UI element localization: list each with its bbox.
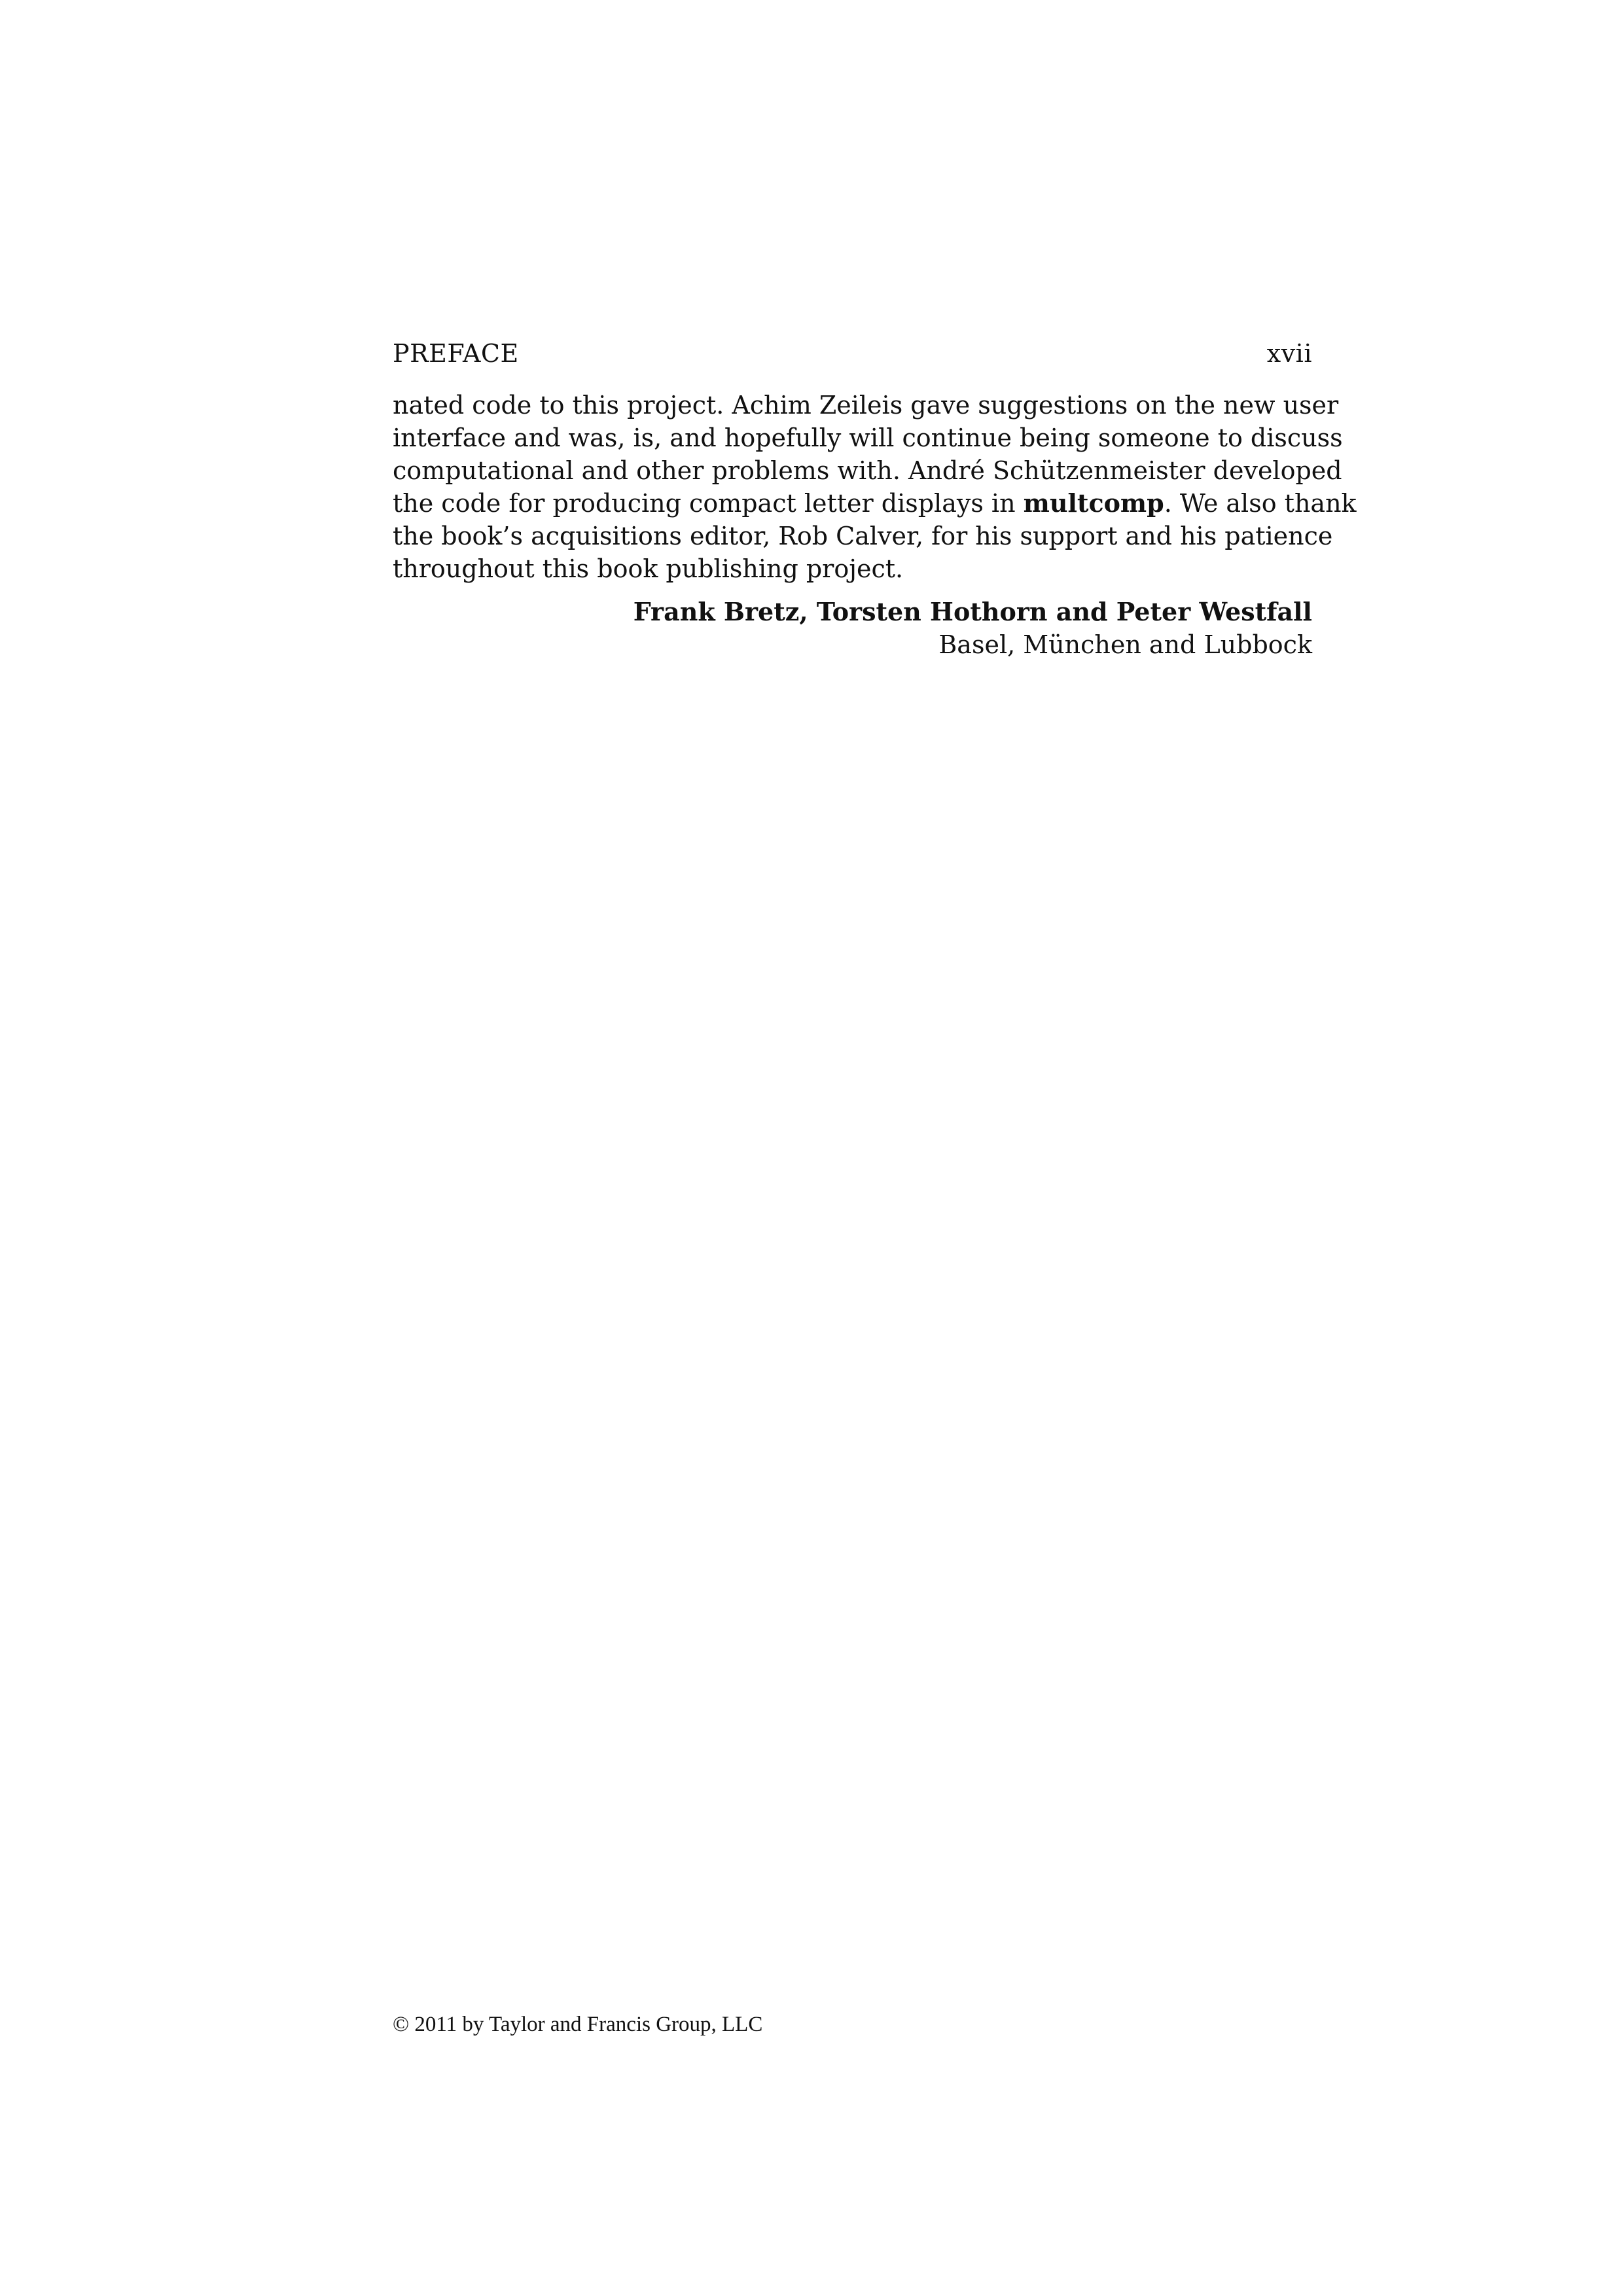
copyright-notice: © 2011 by Taylor and Francis Group, LLC	[393, 2013, 763, 2036]
line-4-text-start: the code for producing compact letter displays in	[393, 489, 1024, 518]
page-number: xvii	[1266, 339, 1312, 368]
paragraph-line-6: throughout this book publishing project.	[393, 554, 904, 583]
preface-paragraph	[393, 389, 1357, 585]
package-name: multcomp	[1023, 488, 1164, 518]
paragraph-line-1: nated code to this project. Achim Zeileis gave suggestions on the new user	[393, 391, 1339, 420]
author-names: Frank Bretz, Torsten Hothorn and Peter Westfall	[633, 597, 1312, 626]
line-4-text-end: . We also thank	[1164, 489, 1357, 518]
section-title: PREFACE	[393, 339, 519, 368]
paragraph-line-4	[393, 487, 1357, 520]
paragraph-line-2: interface and was, is, and hopefully will continue being someone to discuss	[393, 423, 1343, 452]
author-locations: Basel, München and Lubbock	[938, 630, 1312, 659]
running-head	[393, 339, 1312, 378]
paragraph-line-5: the book’s acquisitions editor, Rob Calver, for his support and his patience	[393, 522, 1333, 550]
paragraph-line-3: computational and other problems with. André Schützenmeister developed	[393, 456, 1342, 485]
signature-block	[393, 596, 1312, 661]
